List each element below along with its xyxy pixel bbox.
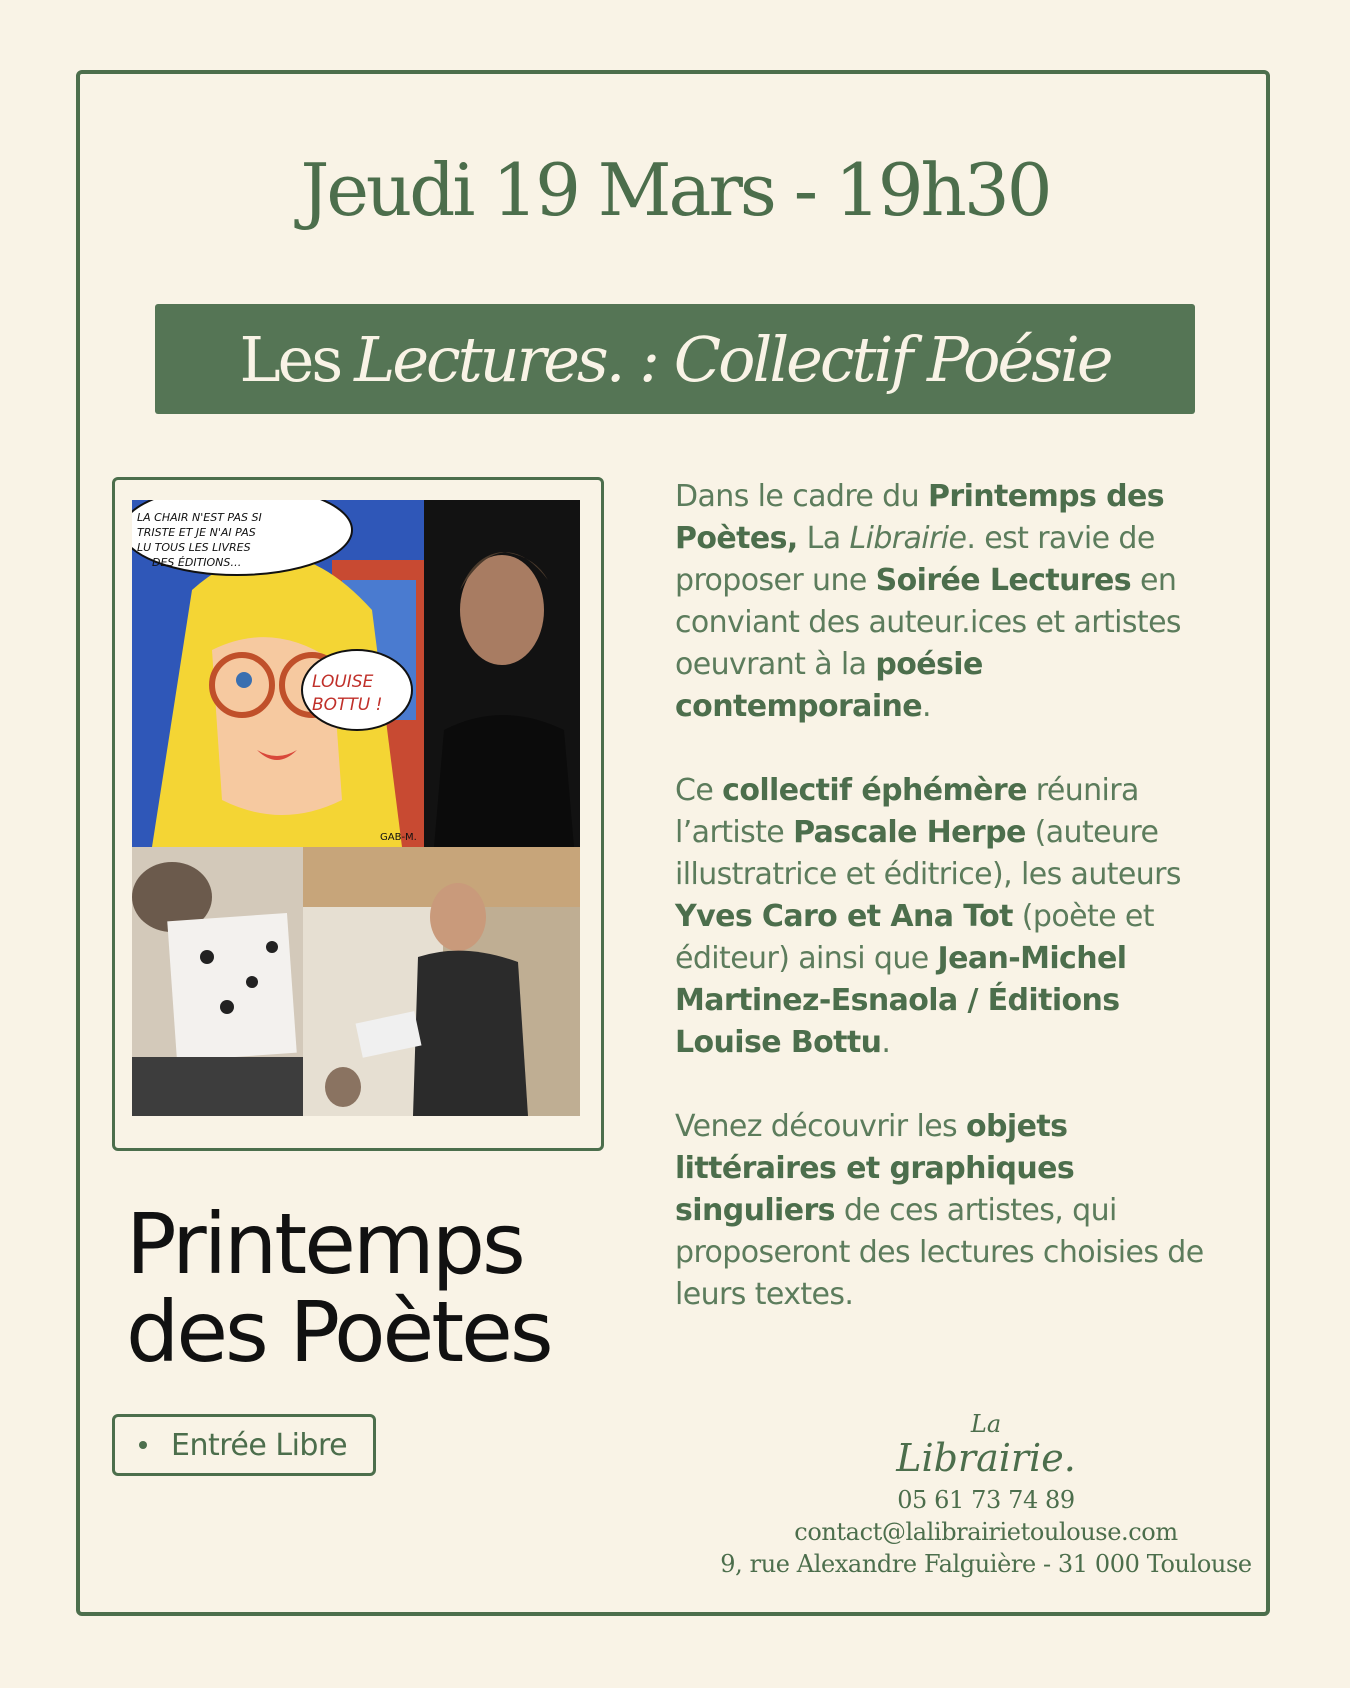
title-prefix: Les <box>239 322 341 396</box>
logo-line1: Printemps <box>126 1195 523 1293</box>
comic-signature: GAB-M. <box>380 832 417 843</box>
postal-address: 9, rue Alexandre Falguière - 31 000 Toulouse <box>720 1550 1252 1578</box>
event-title-banner <box>155 304 1195 414</box>
entree-label: Entrée Libre <box>171 1427 348 1463</box>
bubble-top-line1: LA CHAIR N'EST PAS SI <box>137 511 262 524</box>
bubble-right-line2: BOTTU ! <box>312 695 383 715</box>
entree-libre-badge <box>112 1414 376 1476</box>
paragraph-3: Venez découvrir les objets littéraires et graphiques singuliers de ces artistes, qui proposeront des lectures choisies de leurs textes. <box>675 1109 1204 1312</box>
paragraph-1: Dans le cadre du Printemps des Poètes, La Librairie. est ravie de proposer une Soirée Lectures en conviant des auteur.ices et artistes oeuvrant à la poésie contemporaine. <box>675 479 1181 724</box>
printemps-des-poetes-logo <box>126 1195 606 1381</box>
event-date: Jeudi 19 Mars - 19h30 <box>300 148 1050 232</box>
comic-panel <box>132 500 424 847</box>
bubble-top-line3: LU TOUS LES LIVRES <box>137 541 251 554</box>
logo-line2: des Poètes <box>126 1283 551 1381</box>
email-address: contact@lalibrairietoulouse.com <box>794 1518 1178 1546</box>
photo-collage <box>132 500 580 1116</box>
reader-man-photo <box>303 847 580 1116</box>
portrait-photo <box>424 500 580 847</box>
bubble-top-line4: DES ÉDITIONS… <box>152 556 242 569</box>
librairie-name: Librairie. <box>896 1436 1076 1480</box>
phone-number: 05 61 73 74 89 <box>897 1486 1075 1514</box>
title-italic: Lectures. : Collectif Poésie <box>354 322 1111 396</box>
paragraph-2: Ce collectif éphémère réunira l’artiste Pascale Herpe (auteure illustratrice et éditrice), les auteurs Yves Caro et Ana Tot (poète et éditeur) ainsi que Jean-Michel Martinez-Esnaola / Éditions Louise Bottu. <box>675 773 1181 1060</box>
reader-woman-photo <box>132 847 303 1116</box>
bullet-icon <box>139 1441 147 1449</box>
librairie-la: La <box>970 1410 1002 1438</box>
librairie-contact <box>700 1410 1272 1580</box>
bubble-right-line1: LOUISE <box>312 672 374 692</box>
description <box>675 476 1215 1358</box>
bubble-top-line2: TRISTE ET JE N'AI PAS <box>137 526 256 539</box>
